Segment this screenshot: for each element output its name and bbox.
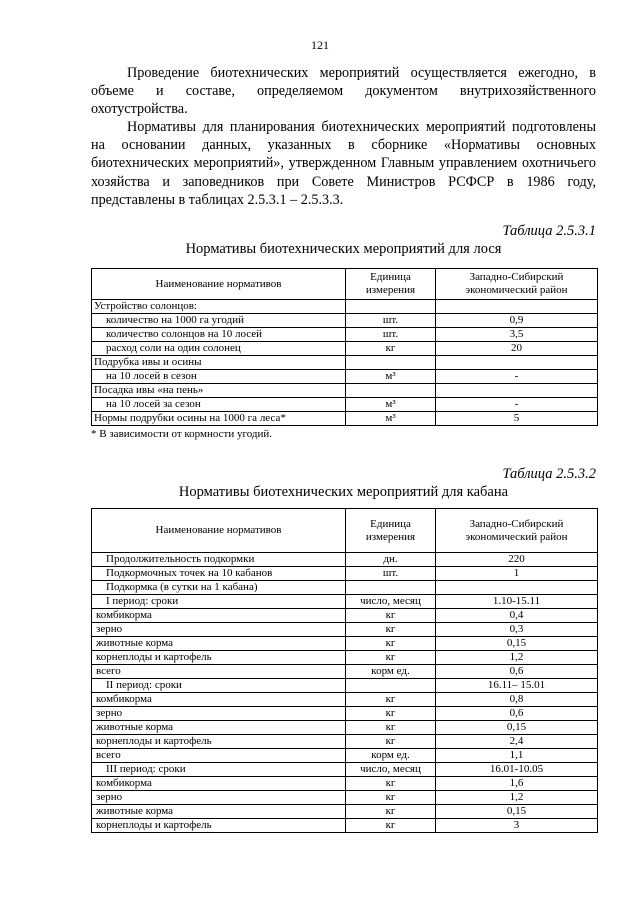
table-row xyxy=(92,763,598,777)
row-value-cell: 0,3 xyxy=(436,623,598,637)
row-name-cell: на 10 лосей за сезон xyxy=(92,398,346,412)
table-row xyxy=(92,384,598,398)
row-name-cell: расход соли на один солонец xyxy=(92,342,346,356)
row-value-cell xyxy=(436,300,598,314)
row-value-cell: 0,6 xyxy=(436,707,598,721)
row-unit-cell: кг xyxy=(346,707,436,721)
table-row xyxy=(92,623,598,637)
row-value-cell: 2,4 xyxy=(436,735,598,749)
row-name-cell: комбикорма xyxy=(92,693,346,707)
table-row xyxy=(92,707,598,721)
table-row xyxy=(92,693,598,707)
row-name-cell: всего xyxy=(92,749,346,763)
table-row xyxy=(92,581,598,595)
row-value-cell: 220 xyxy=(436,553,598,567)
row-name-cell: зерно xyxy=(92,791,346,805)
row-value-cell: 1,6 xyxy=(436,777,598,791)
row-unit-cell: шт. xyxy=(346,314,436,328)
row-unit-cell: корм ед. xyxy=(346,665,436,679)
row-value-cell: - xyxy=(436,398,598,412)
row-value-cell xyxy=(436,581,598,595)
row-unit-cell: кг xyxy=(346,791,436,805)
row-name-cell: зерно xyxy=(92,707,346,721)
table1-note: * В зависимости от кормности угодий. xyxy=(91,428,272,440)
row-unit-cell: кг xyxy=(346,735,436,749)
header-name: Наименование нормативов xyxy=(92,269,346,300)
table-row xyxy=(92,609,598,623)
row-value-cell: 0,4 xyxy=(436,609,598,623)
header-region: Западно-Сибирский экономический район xyxy=(436,269,598,300)
row-unit-cell: кг xyxy=(346,609,436,623)
row-unit-cell: кг xyxy=(346,721,436,735)
row-name-cell: комбикорма xyxy=(92,777,346,791)
row-unit-cell: число, месяц xyxy=(346,763,436,777)
row-name-cell: Продолжительность подкормки xyxy=(92,553,346,567)
table-row xyxy=(92,328,598,342)
row-value-cell: 3,5 xyxy=(436,328,598,342)
row-name-cell: Подкормка (в сутки на 1 кабана) xyxy=(92,581,346,595)
row-value-cell: 16.11– 15.01 xyxy=(436,679,598,693)
row-unit-cell xyxy=(346,581,436,595)
table-row xyxy=(92,370,598,384)
table-row xyxy=(92,553,598,567)
row-name-cell: III период: сроки xyxy=(92,763,346,777)
row-name-cell: Посадка ивы «на пень» xyxy=(92,384,346,398)
page-number: 121 xyxy=(311,38,329,52)
row-value-cell: 1,2 xyxy=(436,791,598,805)
row-value-cell: 0,8 xyxy=(436,693,598,707)
row-unit-cell: кг xyxy=(346,651,436,665)
row-value-cell: 1.10-15.11 xyxy=(436,595,598,609)
header-region: Западно-Сибирский экономический район xyxy=(436,509,598,553)
row-name-cell: комбикорма xyxy=(92,609,346,623)
table2-title: Нормативы биотехнических мероприятий для кабана xyxy=(178,484,509,500)
row-unit-cell: число, месяц xyxy=(346,595,436,609)
row-name-cell: II период: сроки xyxy=(92,679,346,693)
row-name-cell: всего xyxy=(92,665,346,679)
boar-norms-table xyxy=(91,508,598,833)
row-unit-cell xyxy=(346,300,436,314)
table-row xyxy=(92,679,598,693)
row-unit-cell: м³ xyxy=(346,370,436,384)
row-name-cell: Нормы подрубки осины на 1000 га леса* xyxy=(92,412,346,426)
row-unit-cell: кг xyxy=(346,623,436,637)
table-row xyxy=(92,749,598,763)
row-value-cell xyxy=(436,384,598,398)
row-unit-cell: кг xyxy=(346,637,436,651)
row-name-cell: животные корма xyxy=(92,637,346,651)
row-value-cell: 1 xyxy=(436,567,598,581)
header-unit: Единица измерения xyxy=(346,509,436,553)
row-value-cell: 1,1 xyxy=(436,749,598,763)
row-value-cell: 16.01-10.05 xyxy=(436,763,598,777)
row-value-cell: 0,15 xyxy=(436,805,598,819)
table-row xyxy=(92,314,598,328)
table-row xyxy=(92,595,598,609)
row-name-cell: животные корма xyxy=(92,805,346,819)
row-value-cell: - xyxy=(436,370,598,384)
table-row xyxy=(92,651,598,665)
row-name-cell: Устройство солонцов: xyxy=(92,300,346,314)
table-header-row xyxy=(92,269,598,300)
row-unit-cell xyxy=(346,356,436,370)
row-value-cell: 0,15 xyxy=(436,721,598,735)
header-unit: Единица измерения xyxy=(346,269,436,300)
row-value-cell: 3 xyxy=(436,819,598,833)
row-name-cell: I период: сроки xyxy=(92,595,346,609)
row-name-cell: на 10 лосей в сезон xyxy=(92,370,346,384)
row-value-cell: 20 xyxy=(436,342,598,356)
table2-caption: Таблица 2.5.3.2 xyxy=(502,466,596,482)
table-row xyxy=(92,791,598,805)
row-unit-cell: кг xyxy=(346,777,436,791)
table-row xyxy=(92,356,598,370)
row-name-cell: зерно xyxy=(92,623,346,637)
row-value-cell xyxy=(436,356,598,370)
row-unit-cell: шт. xyxy=(346,328,436,342)
table-row xyxy=(92,398,598,412)
row-unit-cell: кг xyxy=(346,693,436,707)
table-row xyxy=(92,721,598,735)
row-unit-cell: кг xyxy=(346,342,436,356)
row-value-cell: 0,9 xyxy=(436,314,598,328)
row-name-cell: количество на 1000 га угодий xyxy=(92,314,346,328)
table-row xyxy=(92,637,598,651)
table-row xyxy=(92,777,598,791)
paragraph-1: Проведение биотехнических мероприятий осуществляется ежегодно, в объеме и составе, определяемом документом внутрихозяйственного охотустройства. xyxy=(91,65,596,118)
row-unit-cell: м³ xyxy=(346,412,436,426)
paragraph-2: Нормативы для планирования биотехнических мероприятий подготовлены на основании данных, указанных в сборнике «Нормативы основных биотехнических мероприятий», утвержденном Главным управлением охотничьего хозяйства и заповедников при Совете Министров РСФСР в 1986 году, представлены в таблицах 2.5.3.1 – 2.5.3.3. xyxy=(91,119,596,208)
row-name-cell: количество солонцов на 10 лосей xyxy=(92,328,346,342)
row-value-cell: 5 xyxy=(436,412,598,426)
row-name-cell: корнеплоды и картофель xyxy=(92,651,346,665)
row-name-cell: Подрубка ивы и осины xyxy=(92,356,346,370)
row-value-cell: 0,15 xyxy=(436,637,598,651)
table-row xyxy=(92,300,598,314)
table-header-row xyxy=(92,509,598,553)
table-row xyxy=(92,805,598,819)
row-unit-cell: корм ед. xyxy=(346,749,436,763)
row-name-cell: животные корма xyxy=(92,721,346,735)
table-row xyxy=(92,735,598,749)
row-unit-cell: кг xyxy=(346,805,436,819)
table1-caption: Таблица 2.5.3.1 xyxy=(502,223,596,239)
row-unit-cell: м³ xyxy=(346,398,436,412)
row-name-cell: корнеплоды и картофель xyxy=(92,735,346,749)
row-unit-cell xyxy=(346,679,436,693)
row-unit-cell xyxy=(346,384,436,398)
row-unit-cell: шт. xyxy=(346,567,436,581)
header-name: Наименование нормативов xyxy=(92,509,346,553)
table-row xyxy=(92,567,598,581)
table-row xyxy=(92,412,598,426)
row-unit-cell: дн. xyxy=(346,553,436,567)
row-unit-cell: кг xyxy=(346,819,436,833)
table-row xyxy=(92,819,598,833)
row-name-cell: корнеплоды и картофель xyxy=(92,819,346,833)
row-value-cell: 1,2 xyxy=(436,651,598,665)
table-row xyxy=(92,665,598,679)
table-row xyxy=(92,342,598,356)
moose-norms-table xyxy=(91,268,598,426)
row-name-cell: Подкормочных точек на 10 кабанов xyxy=(92,567,346,581)
table1-title: Нормативы биотехнических мероприятий для лося xyxy=(185,241,502,257)
row-value-cell: 0,6 xyxy=(436,665,598,679)
